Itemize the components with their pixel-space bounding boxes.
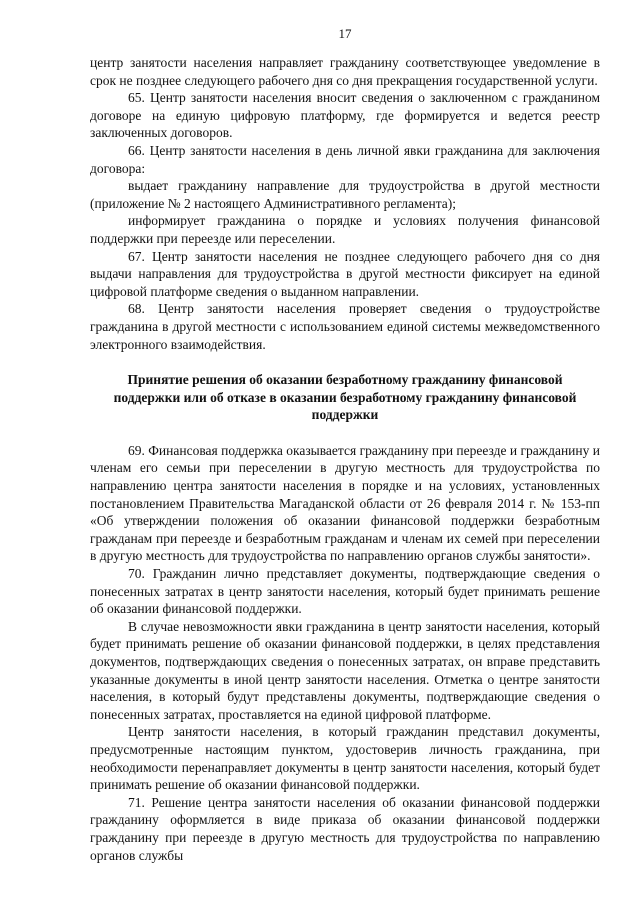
paragraph: 65. Центр занятости населения вносит сведения о заключенном с гражданином договоре на единую цифровую платформу, где формируется и ведется реестр заключенных договоров. <box>90 90 600 141</box>
page-number: 17 <box>338 26 352 41</box>
paragraph: 70. Гражданин лично представляет документы, подтверждающие сведения о понесенных затратах в центр занятости населения, который будет принимать решение об оказании финансовой поддержки. <box>90 566 600 617</box>
paragraph: 71. Решение центра занятости населения об оказании финансовой поддержки гражданину оформляется в виде приказа об оказании финансовой поддержки гражданину при переезде в другую местность для трудоустройства по направлению органов службы <box>90 794 600 863</box>
paragraph: В случае невозможности явки гражданина в центр занятости населения, который будет принимать решение об оказании финансовой поддержки, в целях представления документов, подтверждающих сведения о понесенных затратах, он вправе представить указанные документы в иной центр занятости населения. Отметка о центре занятости населения, в который будут представлены документы, подтверждающие сведения о понесенных затратах, проставляется на единой цифровой платформе. <box>90 618 600 722</box>
paragraph: Центр занятости населения, в который гражданин представил документы, предусмотренные настоящим пунктом, удостоверив личность гражданина, при необходимости перенаправляет документы в центр занятости населения, который будет принимать решение об оказании финансовой поддержки. <box>90 724 600 793</box>
paragraph: 67. Центр занятости населения не позднее следующего рабочего дня со дня выдачи направления для трудоустройства в другой местности фиксирует на единой цифровой платформе сведения о выданном направлении. <box>90 248 600 299</box>
paragraphs-after <box>90 442 600 864</box>
paragraph: информирует гражданина о порядке и условиях получения финансовой поддержки при переезде или переселении. <box>90 213 600 246</box>
paragraph: 66. Центр занятости населения в день личной явки гражданина для заключения договора: <box>90 142 600 176</box>
paragraph: 68. Центр занятости населения проверяет сведения о трудоустройстве гражданина в другой местности с использованием единой системы межведомственного электронного взаимодействия. <box>90 301 600 352</box>
section-title: Принятие решения об оказании безработному гражданину финансовой поддержки или об отказе в оказании безработному гражданину финансовой поддержки <box>113 372 577 423</box>
paragraph: 69. Финансовая поддержка оказывается гражданину при переезде и гражданину и членам его семьи при переселении в другую местность для трудоустройства по направлению центра занятости населения в порядке и на условиях, установленных постановлением Правительства Магаданской области от 26 февраля 2014 г. № 153-пп «Об утверждении положения об оказании финансовой поддержки безработным гражданам при переезде и безработным гражданам и членам их семей при переселении в другую местность для трудоустройства по направлению органов службы занятости». <box>90 442 600 564</box>
paragraphs-before <box>90 54 600 353</box>
paragraph: выдает гражданину направление для трудоустройства в другой местности (приложение № 2 настоящего Административного регламента); <box>90 178 600 211</box>
paragraph: центр занятости населения направляет гражданину соответствующее уведомление в срок не позднее следующего рабочего дня со дня прекращения государственной услуги. <box>90 55 600 88</box>
